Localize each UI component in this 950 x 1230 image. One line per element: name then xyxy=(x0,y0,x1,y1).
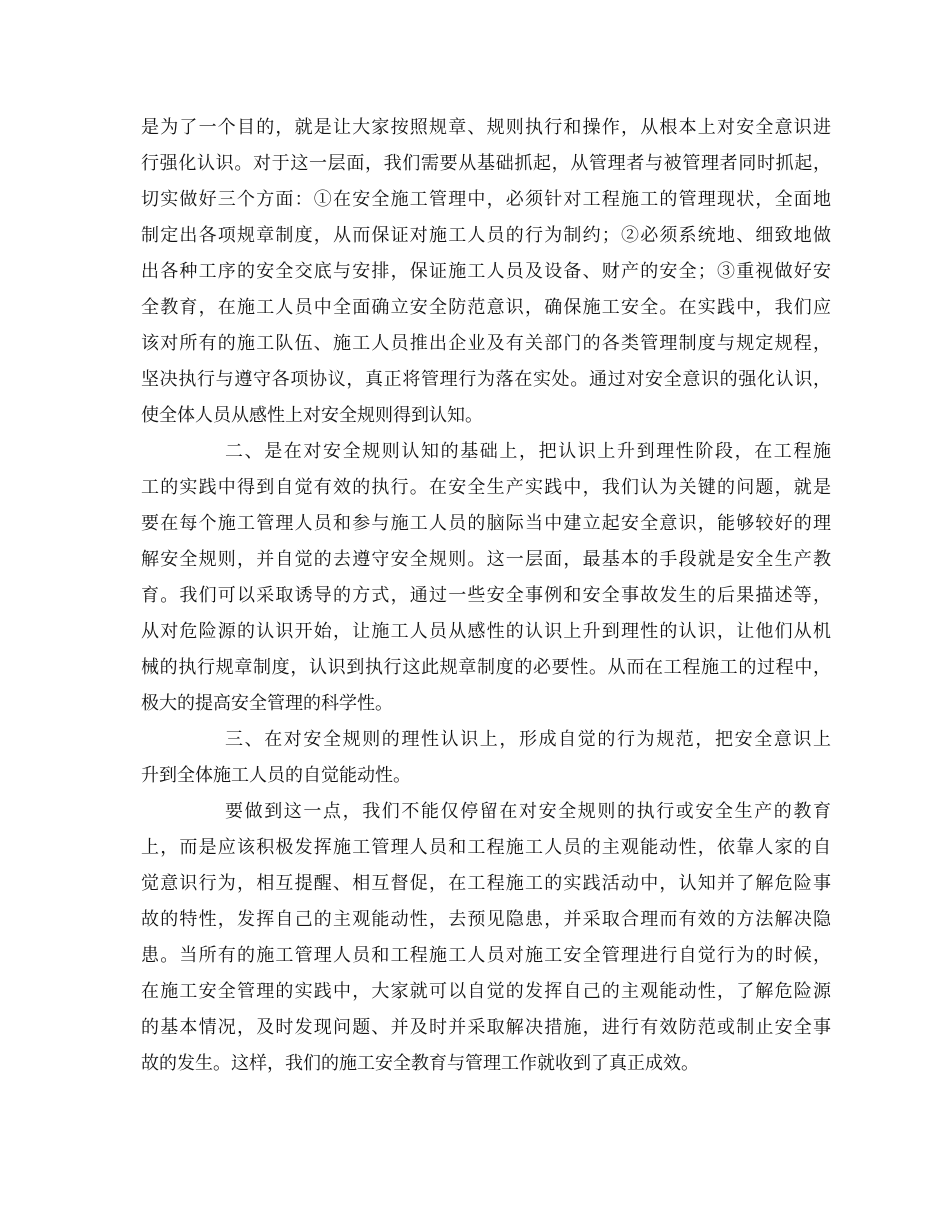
text-line: 上，而是应该积极发挥施工管理人员和工程施工人员的主观能动性，依靠人家的自 xyxy=(141,837,831,858)
text-line: 制定出各项规章制度，从而保证对施工人员的行为制约；②必须系统地、细致地做 xyxy=(141,225,831,246)
text-line: 全教育，在施工人员中全面确立安全防范意识，确保施工安全。在实践中，我们应 xyxy=(141,297,831,318)
document-body xyxy=(141,110,831,1082)
text-line: 出各种工序的安全交底与安排，保证施工人员及设备、财产的安全；③重视做好安 xyxy=(141,261,831,282)
text-line: 育。我们可以采取诱导的方式，通过一些安全事例和安全事故发生的后果描述等， xyxy=(141,585,831,606)
text-line: 是为了一个目的，就是让大家按照规章、规则执行和操作，从根本上对安全意识进 xyxy=(141,117,831,138)
text-line: 要做到这一点，我们不能仅停留在对安全规则的执行或安全生产的教育 xyxy=(225,801,831,822)
paragraph-4 xyxy=(141,794,831,1082)
text-line: 故的发生。这样，我们的施工安全教育与管理工作就收到了真正成效。 xyxy=(141,1053,699,1074)
text-line: 坚决执行与遵守各项协议，真正将管理行为落在实处。通过对安全意识的强化认识， xyxy=(141,369,831,390)
text-line: 觉意识行为，相互提醒、相互督促，在工程施工的实践活动中，认知并了解危险事 xyxy=(141,873,831,894)
text-line: 的基本情况，及时发现问题、并及时并采取解决措施，进行有效防范或制止安全事 xyxy=(141,1017,831,1038)
paragraph-1 xyxy=(141,110,831,434)
text-line: 要在每个施工管理人员和参与施工人员的脑际当中建立起安全意识，能够较好的理 xyxy=(141,513,831,534)
text-line: 从对危险源的认识开始，让施工人员从感性的认识上升到理性的认识，让他们从机 xyxy=(141,621,831,642)
text-line: 在施工安全管理的实践中，大家就可以自觉的发挥自己的主观能动性，了解危险源 xyxy=(141,981,831,1002)
text-line: 使全体人员从感性上对安全规则得到认知。 xyxy=(141,405,483,426)
paragraph-3 xyxy=(141,722,831,794)
text-line: 解安全规则，并自觉的去遵守安全规则。这一层面，最基本的手段就是安全生产教 xyxy=(141,549,831,570)
text-line: 患。当所有的施工管理人员和工程施工人员对施工安全管理进行自觉行为的时候， xyxy=(141,945,831,966)
text-line: 切实做好三个方面：①在安全施工管理中，必须针对工程施工的管理现状，全面地 xyxy=(141,189,831,210)
text-line: 极大的提高安全管理的科学性。 xyxy=(141,693,393,714)
text-line: 该对所有的施工队伍、施工人员推出企业及有关部门的各类管理制度与规定规程， xyxy=(141,333,831,354)
paragraph-2 xyxy=(141,434,831,722)
text-line: 工的实践中得到自觉有效的执行。在安全生产实践中，我们认为关键的问题，就是 xyxy=(141,477,831,498)
text-line: 械的执行规章制度，认识到执行这此规章制度的必要性。从而在工程施工的过程中， xyxy=(141,657,831,678)
text-line: 行强化认识。对于这一层面，我们需要从基础抓起，从管理者与被管理者同时抓起， xyxy=(141,153,831,174)
text-line: 故的特性，发挥自己的主观能动性，去预见隐患，并采取合理而有效的方法解决隐 xyxy=(141,909,831,930)
text-line: 三、在对安全规则的理性认识上，形成自觉的行为规范，把安全意识上 xyxy=(225,729,831,750)
text-line: 二、是在对安全规则认知的基础上，把认识上升到理性阶段，在工程施 xyxy=(225,441,831,462)
text-line: 升到全体施工人员的自觉能动性。 xyxy=(141,765,411,786)
